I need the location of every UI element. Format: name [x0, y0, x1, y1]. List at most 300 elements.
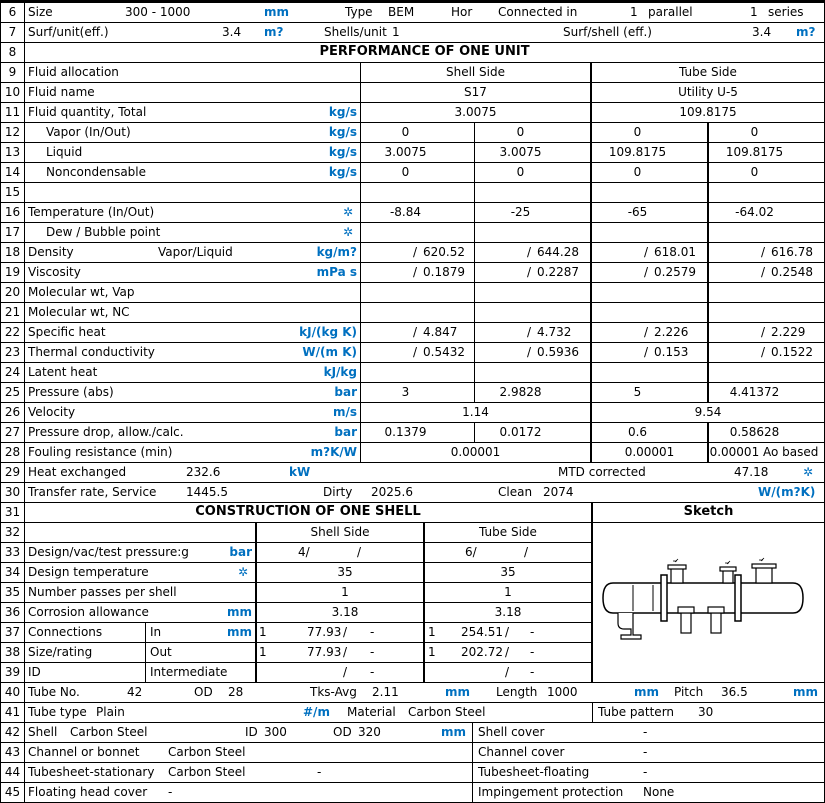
surf-shell-value: 3.4: [752, 25, 772, 39]
perf-row-label: Velocity: [28, 405, 76, 419]
shell-value: 1.14: [462, 405, 489, 419]
tube-value: 1: [504, 585, 512, 599]
surf-shell-label: Surf/shell (eff.): [563, 25, 652, 39]
perf-row-unit: bar: [334, 425, 357, 439]
perf-row-unit: kg/s: [328, 145, 357, 159]
row-number: 40: [1, 683, 24, 702]
row-number: 43: [1, 743, 24, 762]
value: 0: [750, 125, 759, 139]
value-cell: [361, 283, 474, 302]
row-number: 17: [1, 223, 24, 242]
cons-row-sublabel: In: [150, 625, 162, 639]
impingement-label: Impingement protection: [478, 785, 624, 799]
tube-value: 109.8175: [679, 105, 737, 119]
vapor-slash: /: [761, 325, 766, 339]
channel-cover-label: Channel cover: [478, 745, 565, 759]
od-label: OD: [194, 685, 213, 699]
value: -65: [627, 205, 648, 219]
surf-unit-label: Surf/unit(eff.): [28, 25, 109, 39]
length-unit: mm: [634, 685, 660, 699]
perf-row-unit: W/(m K): [302, 345, 357, 359]
value: -64.02: [735, 205, 774, 219]
perf-row-unit: kg/s: [328, 105, 357, 119]
value-cell: [592, 323, 707, 342]
tubesheet-value: Carbon Steel: [168, 765, 246, 779]
tube-conn-count: 1: [428, 625, 436, 639]
perf-label-cell: [25, 183, 360, 202]
tubesheet-floating-label: Tubesheet-floating: [478, 765, 590, 779]
value: 0: [401, 125, 410, 139]
size-value: 300 - 1000: [125, 5, 191, 19]
vapor-slash: /: [644, 265, 649, 279]
surf-shell-unit: m?: [796, 25, 816, 39]
shell-conn-count: 1: [259, 625, 267, 639]
perf-row-label: Dew / Bubble point: [46, 225, 161, 239]
vapor-slash: /: [527, 265, 532, 279]
perf-row-label: Temperature (In/Out): [28, 205, 155, 219]
tube-conn-size: 254.51: [461, 625, 503, 639]
cons-row-label: Design temperature: [28, 565, 149, 579]
parallel-count: 1: [630, 5, 638, 19]
row-number: 16: [1, 203, 24, 222]
shell-conn-slash: /: [343, 665, 348, 679]
perf-row-label: Pressure drop, allow./calc.: [28, 425, 184, 439]
row-number: 22: [1, 323, 24, 342]
row-number: 10: [1, 83, 24, 102]
perf-row-label: Density: [28, 245, 74, 259]
row-number: 23: [1, 343, 24, 362]
value-cell: [709, 283, 824, 302]
impingement-value: None: [643, 785, 675, 799]
row-number: 20: [1, 283, 24, 302]
row-number: 38: [1, 643, 24, 662]
row-number: 35: [1, 583, 24, 602]
tube-conn-count: 1: [428, 645, 436, 659]
liquid-value: 0.5936: [537, 345, 579, 359]
shell-conn-size: 77.93: [307, 625, 342, 639]
transfer-label: Transfer rate, Service: [28, 485, 157, 499]
fouling-shell-value: 0.00001: [450, 445, 501, 459]
liquid-value: 620.52: [423, 245, 465, 259]
orientation-value: Hor: [451, 5, 473, 19]
liquid-value: 0.1879: [423, 265, 465, 279]
vapor-slash: /: [644, 325, 649, 339]
perf-row-label: Viscosity: [28, 265, 81, 279]
temperature-icon: ✲: [343, 205, 354, 219]
value-cell: [475, 323, 590, 342]
row-number: 30: [1, 483, 24, 502]
value-cell: [361, 363, 474, 382]
perf-row-label: Fluid quantity, Total: [28, 105, 147, 119]
surf-row: [25, 23, 824, 42]
liquid-value: 644.28: [537, 245, 579, 259]
row-number: 9: [1, 63, 24, 82]
perf-row-label: Specific heat: [28, 325, 106, 339]
perf-row-label: Vapor (In/Out): [46, 125, 131, 139]
value: 2.9828: [499, 385, 542, 399]
cons-label-cell: [25, 663, 145, 682]
row-number: 25: [1, 383, 24, 402]
cons-row-unit: bar: [229, 545, 252, 559]
cons-row-sublabel: Intermediate: [150, 665, 228, 679]
tube-design-slash: /: [524, 545, 529, 559]
tube-value: 3.18: [494, 605, 522, 619]
perf-row-unit: m/s: [332, 405, 357, 419]
value: 109.8175: [608, 145, 667, 159]
value-cell: [475, 223, 590, 242]
pitch-unit: mm: [793, 685, 819, 699]
row-number: 28: [1, 443, 24, 462]
perf-row-label: Molecular wt, Vap: [28, 285, 135, 299]
perf-row-unit: bar: [334, 385, 357, 399]
cons-row-label: Connections: [28, 625, 103, 639]
value-cell: [475, 303, 590, 322]
perf-row-label: Liquid: [46, 145, 83, 159]
service-value: 1445.5: [186, 485, 228, 499]
fouling-tube-value: 0.00001: [624, 445, 675, 459]
row-number: 29: [1, 463, 24, 482]
tube-conn-rating: -: [530, 645, 535, 659]
surf-unit-value: 3.4: [222, 25, 242, 39]
row-number: 41: [1, 703, 24, 722]
perf-row-unit: kg/s: [328, 125, 357, 139]
value: 0.1379: [384, 425, 427, 439]
dirty-label: Dirty: [323, 485, 353, 499]
shell-design-value: 4/: [298, 545, 310, 559]
row-number: 8: [1, 43, 24, 62]
tube-conn-slash: /: [505, 625, 510, 639]
liquid-value: 0.1522: [771, 345, 813, 359]
shell-id-value: 300: [264, 725, 287, 739]
construction-title: CONSTRUCTION OF ONE SHELL: [25, 503, 591, 522]
tube-no-label: Tube No.: [28, 685, 80, 699]
size-label: Size: [28, 5, 53, 19]
channel-cover-value: -: [643, 745, 648, 759]
value-cell: [592, 183, 707, 202]
fluid-allocation-label: Fluid allocation: [28, 65, 119, 79]
transfer-unit: W/(m?K): [758, 485, 816, 499]
connected-label: Connected in: [498, 5, 578, 19]
tube-conn-rating: -: [530, 665, 535, 679]
sketch-title: Sketch: [593, 503, 824, 522]
shell-conn-size: 77.93: [307, 645, 342, 659]
shell-conn-slash: /: [343, 645, 348, 659]
row-number: 11: [1, 103, 24, 122]
shell-cover-label: Shell cover: [478, 725, 545, 739]
parallel-label: parallel: [648, 5, 693, 19]
liquid-value: 0.2548: [771, 265, 813, 279]
liquid-value: 618.01: [654, 245, 696, 259]
tube-conn-size: 202.72: [461, 645, 503, 659]
row-number: 44: [1, 763, 24, 782]
tube-value: Utility U-5: [678, 85, 738, 99]
shell-value: 35: [337, 565, 353, 579]
value: 0: [750, 165, 759, 179]
value: 3.0075: [499, 145, 542, 159]
perf-row-unit: kJ/(kg K): [299, 325, 357, 339]
row-number: 21: [1, 303, 24, 322]
temperature-icon: ✲: [803, 465, 814, 479]
temperature-icon: ✲: [238, 565, 249, 579]
tube-no-value: 42: [127, 685, 143, 699]
vapor-slash: /: [527, 245, 532, 259]
value: 3.0075: [384, 145, 427, 159]
vapor-slash: /: [761, 345, 766, 359]
liquid-value: 2.226: [654, 325, 689, 339]
perf-row-sublabel: Vapor/Liquid: [158, 245, 233, 259]
cons-label-cell: [25, 523, 255, 542]
value-cell: [709, 303, 824, 322]
flange-right: [735, 575, 741, 621]
perf-row-unit: mPa s: [316, 265, 357, 279]
type-value: BEM: [388, 5, 415, 19]
liquid-value: 0.5432: [423, 345, 465, 359]
material-value: Carbon Steel: [408, 705, 486, 719]
vapor-slash: /: [413, 345, 418, 359]
value-cell: [592, 283, 707, 302]
od-value: 28: [228, 685, 244, 699]
series-label: series: [768, 5, 804, 19]
tube-value: 9.54: [694, 405, 722, 419]
pattern-value: 30: [698, 705, 714, 719]
type-label: Type: [345, 5, 373, 19]
row-number: 18: [1, 243, 24, 262]
vapor-slash: /: [413, 245, 418, 259]
value-cell: [361, 183, 474, 202]
value: 0: [401, 165, 410, 179]
tubesheet-label: Tubesheet-stationary: [28, 765, 155, 779]
shell-material: Carbon Steel: [70, 725, 148, 739]
value: 3: [401, 385, 410, 399]
cons-shell-cell: [257, 663, 423, 682]
exchanger-sketch: [593, 523, 824, 682]
cons-row-label: Corrosion allowance: [28, 605, 149, 619]
heat-label: Heat exchanged: [28, 465, 127, 479]
cons-row-label: Size/rating: [28, 645, 93, 659]
fouling-unit: m?K/W: [310, 445, 357, 459]
value-cell: [592, 343, 707, 362]
perf-row-label: Noncondensable: [46, 165, 147, 179]
cons-row-unit: mm: [226, 625, 252, 639]
heat-row: [25, 463, 824, 482]
tubesheet-extra: -: [317, 765, 322, 779]
perf-row-label: Fluid name: [28, 85, 95, 99]
liquid-value: 0.2287: [537, 265, 579, 279]
channel-label: Channel or bonnet: [28, 745, 140, 759]
vapor-slash: /: [761, 245, 766, 259]
perf-row-label: Pressure (abs): [28, 385, 114, 399]
shell-conn-rating: -: [370, 625, 375, 639]
row-number: 19: [1, 263, 24, 282]
clean-value: 2074: [543, 485, 574, 499]
row-number: 34: [1, 563, 24, 582]
tube-conn-rating: -: [530, 625, 535, 639]
shell-conn-rating: -: [370, 665, 375, 679]
value-cell: [592, 303, 707, 322]
row-number: 45: [1, 783, 24, 802]
cons-shell-side-label: Shell Side: [310, 525, 370, 539]
perf-row-unit: kJ/kg: [323, 365, 357, 379]
fouling-label: Fouling resistance (min): [28, 445, 173, 459]
cons-row-label: Number passes per shell: [28, 585, 177, 599]
pattern-label: Tube pattern: [598, 705, 675, 719]
value-cell: [709, 183, 824, 202]
value: 0: [516, 165, 525, 179]
liquid-value: 2.229: [771, 325, 806, 339]
value-cell: [709, 323, 824, 342]
shell-value: 3.0075: [454, 105, 497, 119]
shell-value: 3.18: [331, 605, 359, 619]
tks-value: 2.11: [372, 685, 399, 699]
vapor-slash: /: [761, 265, 766, 279]
row-number: 27: [1, 423, 24, 442]
row-number: 42: [1, 723, 24, 742]
cons-row-label: Design/vac/test pressure:g: [28, 545, 189, 559]
flange-left: [661, 575, 667, 621]
value: 5: [633, 385, 642, 399]
vapor-slash: /: [527, 345, 532, 359]
shell-id-label: ID: [245, 725, 258, 739]
value: 0.0172: [499, 425, 542, 439]
cons-tube-cell: [425, 543, 591, 562]
row-number: 12: [1, 123, 24, 142]
pitch-label: Pitch: [674, 685, 704, 699]
cons-row-sublabel: Out: [150, 645, 172, 659]
row-number: 39: [1, 663, 24, 682]
surf-unit-unit: m?: [264, 25, 284, 39]
floating-head-label: Floating head cover: [28, 785, 148, 799]
shell-value: 1: [341, 585, 349, 599]
perf-row-label: Latent heat: [28, 365, 98, 379]
mtd-value: 47.18: [734, 465, 769, 479]
liquid-value: 0.153: [654, 345, 689, 359]
shell-conn-count: 1: [259, 645, 267, 659]
temperature-icon: ✲: [343, 225, 354, 239]
liquid-value: 4.847: [423, 325, 458, 339]
tube-value: 35: [500, 565, 516, 579]
shell-conn-rating: -: [370, 645, 375, 659]
row-number: 36: [1, 603, 24, 622]
shell-design-slash: /: [357, 545, 362, 559]
row-number: 32: [1, 523, 24, 542]
shell-od-value: 320: [358, 725, 381, 739]
row-number: 15: [1, 183, 24, 202]
fin-unit: #/m: [303, 705, 330, 719]
row-number: 33: [1, 543, 24, 562]
value-cell: [475, 283, 590, 302]
vapor-slash: /: [644, 245, 649, 259]
row-number: 6: [1, 3, 24, 22]
value-cell: [709, 223, 824, 242]
tube-design-value: 6/: [465, 545, 477, 559]
liquid-value: 4.732: [537, 325, 572, 339]
tube-conn-slash: /: [505, 645, 510, 659]
value: 0: [633, 125, 642, 139]
dirty-value: 2025.6: [371, 485, 413, 499]
value: 0: [633, 165, 642, 179]
pitch-value: 36.5: [721, 685, 748, 699]
clean-label: Clean: [498, 485, 533, 499]
sketch-panel: [593, 523, 824, 682]
row-number: 26: [1, 403, 24, 422]
cons-row-label: ID: [28, 665, 41, 679]
value-cell: [709, 363, 824, 382]
cons-row-unit: mm: [226, 605, 252, 619]
value-cell: [592, 223, 707, 242]
perf-row-unit: kg/m?: [316, 245, 357, 259]
vapor-slash: /: [644, 345, 649, 359]
cons-tube-side-label: Tube Side: [479, 525, 537, 539]
channel-value: Carbon Steel: [168, 745, 246, 759]
shell-label: Shell: [28, 725, 58, 739]
tube-type-label: Tube type: [28, 705, 87, 719]
length-value: 1000: [547, 685, 578, 699]
value-cell: [592, 363, 707, 382]
value: 4.41372: [729, 385, 780, 399]
perf-row-unit: kg/s: [328, 165, 357, 179]
shell-cover-value: -: [643, 725, 648, 739]
row-number: 7: [1, 23, 24, 42]
row-number: 24: [1, 363, 24, 382]
shell-side-label: Shell Side: [445, 65, 506, 79]
row-number: 37: [1, 623, 24, 642]
material-label: Material: [347, 705, 396, 719]
row-number: 14: [1, 163, 24, 182]
tks-label: Tks-Avg: [310, 685, 357, 699]
row-number: 31: [1, 503, 24, 522]
value-cell: [361, 303, 474, 322]
perf-row-label: Molecular wt, NC: [28, 305, 130, 319]
heat-value: 232.6: [186, 465, 221, 479]
vapor-slash: /: [413, 265, 418, 279]
heat-unit: kW: [289, 465, 311, 479]
shell-conn-slash: /: [343, 625, 348, 639]
value: 0.58628: [729, 425, 780, 439]
series-count: 1: [750, 5, 758, 19]
shell-od-label: OD: [333, 725, 352, 739]
shell-value: S17: [464, 85, 487, 99]
length-label: Length: [496, 685, 538, 699]
vapor-slash: /: [527, 325, 532, 339]
tubesheet-floating-value: -: [643, 765, 648, 779]
value-cell: [475, 363, 590, 382]
shells-unit-label: Shells/unit: [324, 25, 387, 39]
value-cell: [475, 183, 590, 202]
tks-unit: mm: [445, 685, 471, 699]
perf-row-label: Thermal conductivity: [28, 345, 155, 359]
size-unit: mm: [264, 5, 290, 19]
tube-side-label: Tube Side: [679, 65, 737, 79]
value: 0.6: [627, 425, 648, 439]
tube-conn-slash: /: [505, 665, 510, 679]
mtd-label: MTD corrected: [558, 465, 646, 479]
vapor-slash: /: [413, 325, 418, 339]
value: 109.8175: [725, 145, 784, 159]
tube-type-value: Plain: [96, 705, 125, 719]
floating-head-value: -: [168, 785, 173, 799]
row-number: 13: [1, 143, 24, 162]
value: 0: [516, 125, 525, 139]
value: -8.84: [389, 205, 422, 219]
fouling-tube-value-2: 0.00001 Ao based: [709, 445, 819, 459]
tube-row: [25, 683, 824, 702]
liquid-value: 0.2579: [654, 265, 696, 279]
value-cell: [361, 223, 474, 242]
value: -25: [510, 205, 531, 219]
shell-unit: mm: [441, 725, 467, 739]
performance-title: PERFORMANCE OF ONE UNIT: [25, 43, 824, 62]
liquid-value: 616.78: [771, 245, 813, 259]
